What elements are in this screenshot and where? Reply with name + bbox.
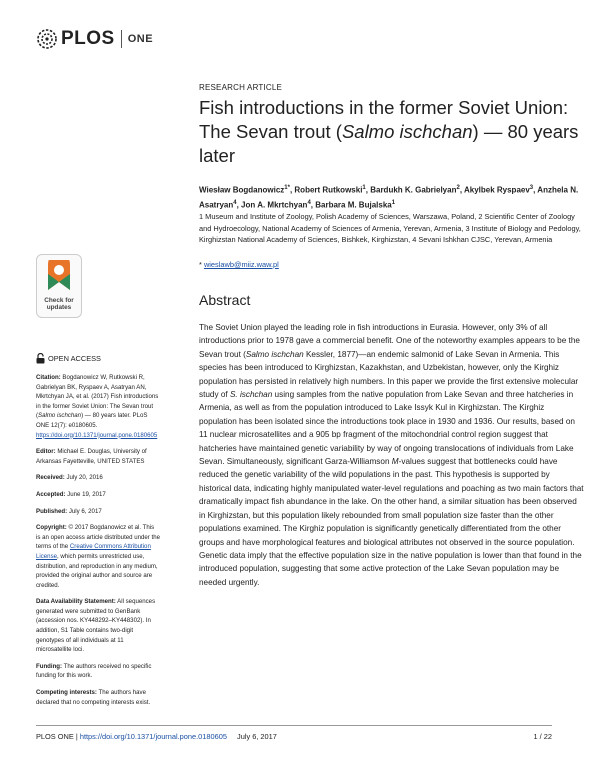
title-species: Salmo ischchan — [341, 121, 473, 142]
article-title — [199, 96, 579, 168]
author-affiliation-marker: 1 — [391, 199, 396, 206]
author-name: Jon A. Mkrtchyan — [241, 200, 308, 210]
published — [36, 507, 160, 517]
editor-label: Editor: — [36, 448, 56, 456]
accepted — [36, 490, 160, 500]
plos-spiral-icon — [36, 28, 58, 50]
citation-text-2: ) — 80 years later. PLoS ONE 12(7): e0180605. — [36, 412, 148, 429]
funding — [36, 662, 160, 681]
author-affiliation-marker: 4 — [233, 199, 237, 206]
author-affiliation-marker: 1 — [362, 185, 366, 191]
editor — [36, 447, 160, 466]
data-availability-text: All sequences generated were submitted to GenBank (accession nos. KY448292–KY448302). In addition, S1 Table contains two-digit genotypes of all individuals at 11 microsatellite loci. — [36, 598, 156, 654]
footer-separator: | — [75, 732, 78, 741]
competing-label: Competing interests: — [36, 689, 97, 697]
open-lock-icon — [36, 353, 45, 364]
corresponding-email — [199, 260, 279, 269]
data-availability-label: Data Availability Statement: — [36, 598, 116, 606]
accepted-label: Accepted: — [36, 490, 66, 498]
copyright-text: © 2017 Bogdanowicz et al. This is an open access article distributed under the terms of the — [36, 524, 160, 551]
open-access-label: OPEN ACCESS — [48, 354, 101, 363]
author-name: Barbara M. Bujalska — [315, 200, 392, 210]
author-name: Wiesław Bogdanowicz — [199, 185, 285, 195]
article-type: RESEARCH ARTICLE — [199, 83, 283, 92]
check-for-updates-button[interactable] — [36, 254, 82, 318]
title-text: Fish introductions in the former Soviet Union: The Sevan trout ( — [199, 97, 569, 142]
abstract-heading: Abstract — [199, 292, 251, 308]
author-name: Bardukh K. Gabrielyan — [370, 185, 457, 195]
title-text-end: ) — 80 years later — [199, 121, 579, 166]
author-affiliation-marker: 1* — [284, 185, 290, 191]
check-updates-badge — [36, 254, 82, 318]
open-access-badge — [36, 353, 101, 364]
citation-doi-link[interactable]: https://doi.org/10.1371/journal.pone.0180605 — [36, 431, 158, 439]
received-label: Received: — [36, 474, 65, 482]
plos-logo — [36, 26, 153, 52]
author-affiliation-marker: 4 — [307, 199, 311, 206]
logo-text: PLOS — [61, 28, 115, 49]
copyright — [36, 523, 160, 590]
editor-text: Michael E. Douglas, University of Arkansas Fayetteville, UNITED STATES — [36, 448, 147, 465]
abstract-m-value: M — [391, 457, 399, 467]
footer-journal: PLOS ONE — [36, 732, 74, 741]
abstract-text-2: Kessler, 1877)—an endemic salmonid of Lake Sevan in Armenia. This species has been introduced to Kirghizstan, Kazakhstan, and Uzbekistan, however, only the Kirghiz population has persisted in relatively high numbers. In this paper we provide the first extensive molecular study of — [199, 349, 579, 400]
footer-date: July 6, 2017 — [237, 732, 277, 741]
received — [36, 473, 160, 483]
affiliations: 1 Museum and Institute of Zoology, Polish Academy of Sciences, Warszawa, Poland, 2 Scientific Center of Zoology and Hydroecology, National Academy of Sciences of Armenia, Yerevan, Armenia, 3 Institute of Biology and Pedology, Kirghizstan National Academy of Sciences, Bishkek, Kirghizstan, 4 Sevani Ishkhan CJSC, Yerevan, Armenia — [199, 212, 581, 244]
author-name: Robert Rutkowski — [294, 185, 363, 195]
accepted-date: June 19, 2017 — [67, 490, 106, 498]
competing-interests — [36, 688, 160, 707]
abstract-species-1: Salmo ischchan — [245, 349, 304, 359]
competing-text: The authors have declared that no competing interests exist. — [36, 689, 151, 706]
journal-name: ONE — [127, 33, 154, 45]
author-name: Anzhela N. Asatryan — [199, 185, 579, 210]
copyright-label: Copyright: — [36, 524, 67, 532]
page-footer — [36, 732, 552, 741]
published-date: July 6, 2017 — [68, 507, 102, 515]
citation-label: Citation: — [36, 374, 61, 381]
author-list: Wiesław Bogdanowicz$^{1*}$, Robert Rutkowski$^1$, Bardukh K. Gabrielyan$^2$, Akylbek Ryspaev$^3$, Anzhela N. Asatryan$^4$, Jon A. Mkrtchyan$^4$, Barbara M. Bujalska$^1$ — [199, 185, 579, 210]
abstract-body — [199, 321, 584, 589]
published-label: Published: — [36, 507, 68, 515]
copyright-text-2: , which permits unrestricted use, distribution, and reproduction in any medium, provided the original author and source are credited. — [36, 552, 158, 589]
license-link[interactable]: Creative Commons Attribution License — [36, 543, 151, 560]
email-link[interactable]: wieslawb@miiz.waw.pl — [203, 260, 279, 269]
page-number: 1 / 22 — [533, 732, 552, 741]
abstract-text-4: -values suggest that bottlenecks could have reduced the genetic variability of the wild populations in the past. This hypothesis is supported by historical data, indicating highly manipulated water-level regulations and poaching as two main factors that dramatically impact fish abundance in the lake. On the other hand, a similar situation has been observed in Kirghizstan, but this population likely rebounded from small population size faster than the other populations examined. The Kirghiz population is significantly genetically differentiated from the other groups and have morphological features and biological attributes not observed in the source population. Genetic data imply that the effective population size in the native population is lower than that found in the introduced population, suggesting that some active protection of the Lake Sevan population may be needed urgently. — [199, 457, 584, 587]
citation-species: Salmo ischchan — [38, 412, 82, 420]
email-marker: * — [199, 260, 202, 269]
footer-rule — [36, 725, 552, 726]
check-updates-label: Check for updates — [44, 296, 74, 311]
data-availability — [36, 597, 160, 655]
abstract-species-2: S. ischchan — [229, 390, 273, 400]
bookmark-check-icon — [44, 260, 74, 294]
funding-label: Funding: — [36, 662, 63, 670]
author-affiliation-marker: 2 — [456, 185, 460, 191]
author-affiliation-marker: 3 — [529, 185, 534, 191]
citation-text: Bogdanowicz W, Rutkowski R, Gabrielyan BK, Ryspaev A, Asatryan AN, Mkrtchyan JA, et al. (2017) Fish introductions in the former Soviet Union: The Sevan trout ( — [36, 374, 159, 420]
author-name: Akylbek Ryspaev — [463, 185, 530, 195]
abstract-text-3: using samples from the native population from Lake Sevan and three hatcheries in Armenia, as well as from the population introduced to Lake Issyk Kul in Kirghizstan. The Kirghiz population has been isolated since the introductions took place in 1930 and 1936. Our results, based on 11 nuclear microsatellites and a 905 bp fragment of the mitochondrial control region suggest that hatcheries have maintained genetic variability by way of ongoing translocations of individuals from Lake Sevan. Simultaneously, significant Garza-Williamson — [199, 390, 575, 467]
citation — [36, 373, 160, 440]
article-metadata — [36, 373, 160, 714]
footer-doi-link[interactable]: https://doi.org/10.1371/journal.pone.0180605 — [79, 732, 227, 741]
funding-text: The authors received no specific funding for this work. — [36, 662, 152, 680]
received-date: July 20, 2016 — [66, 474, 103, 482]
abstract-text-1: The Soviet Union played the leading role in fish introductions in Eurasia. However, only 3% of all introductions prior to 1978 gave a commercial benefit. One of the noteworthy examples appears to be the Sevan trout ( — [199, 323, 580, 359]
logo-divider — [121, 30, 122, 48]
